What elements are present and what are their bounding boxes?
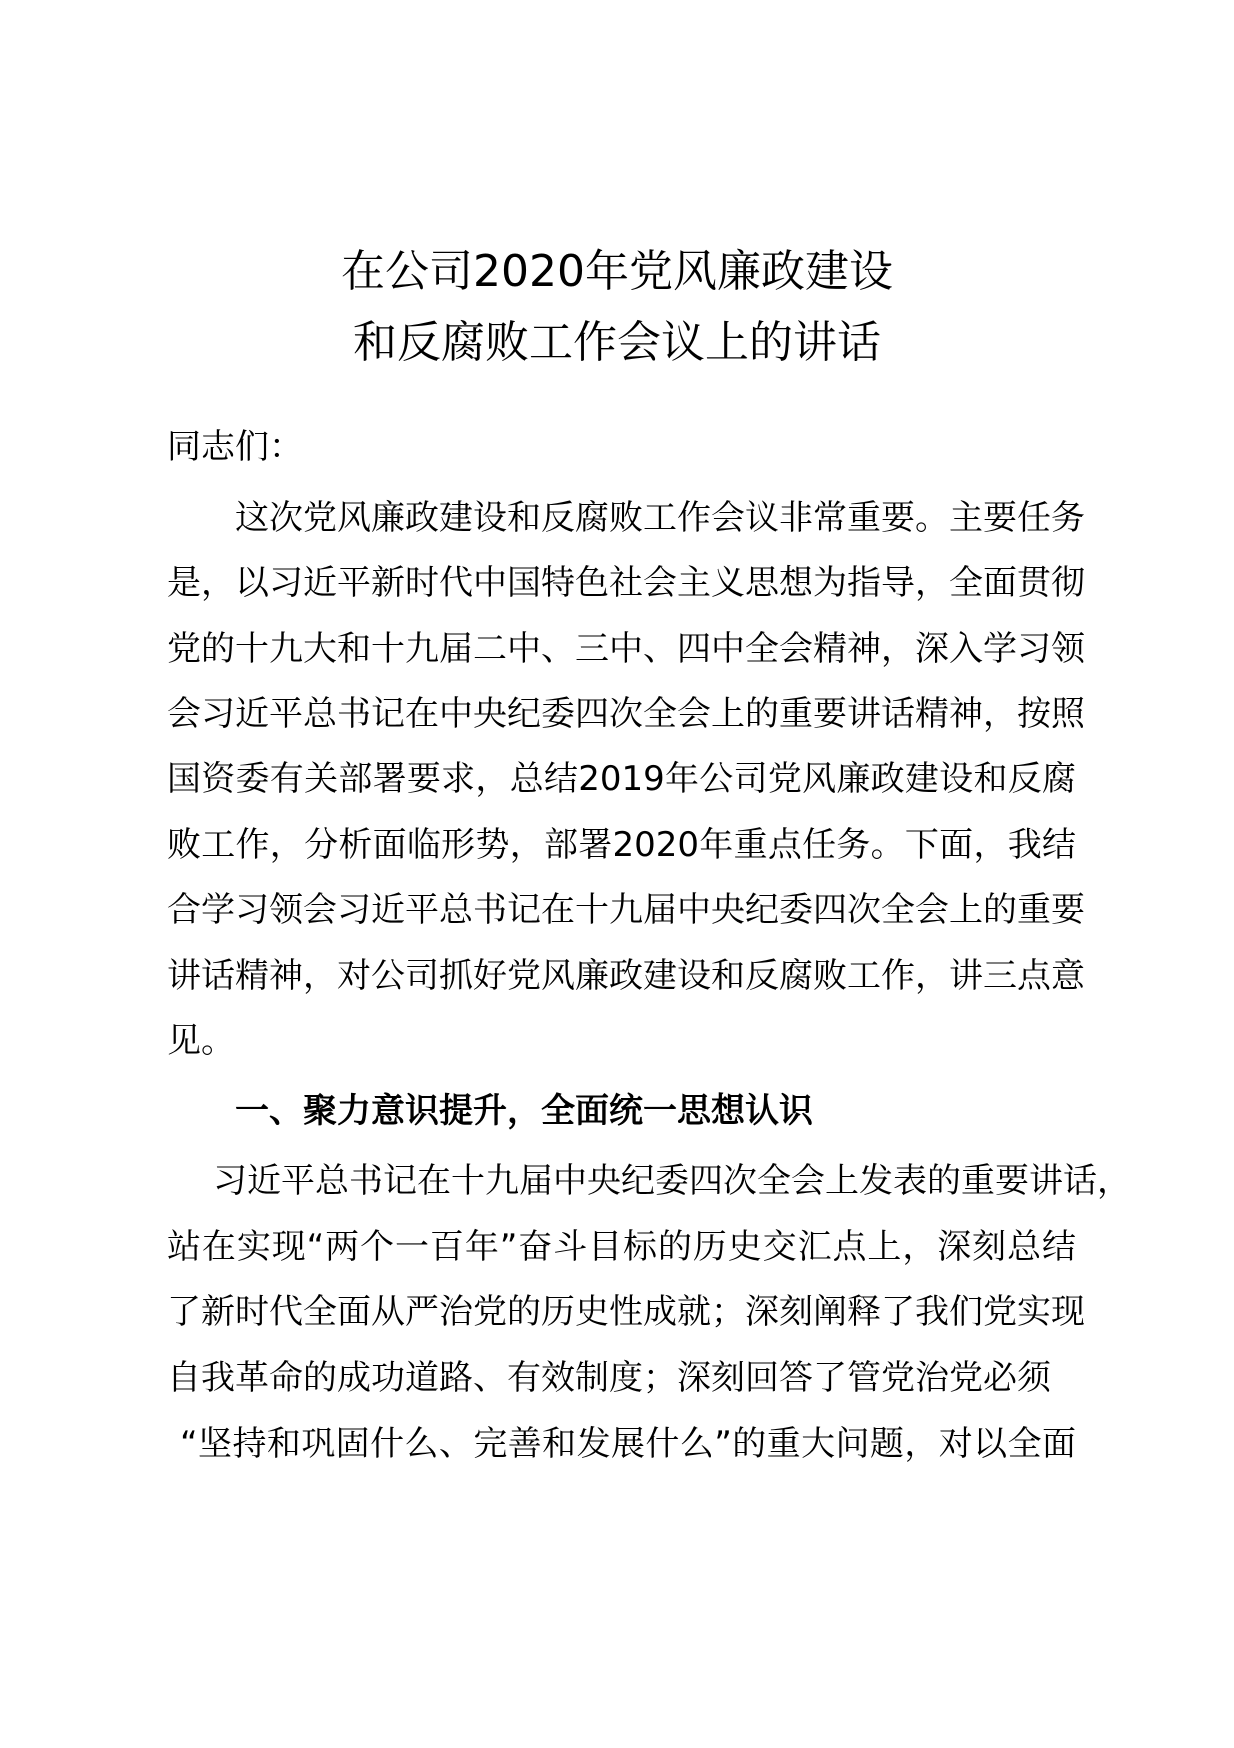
paragraph-line: 了新时代全面从严治党的历史性成就；深刻阐释了我们党实现	[167, 1292, 1085, 1332]
paragraph-line: 党的十九大和十九届二中、三中、四中全会精神，深入学习领	[167, 629, 1085, 669]
paragraph-line: 败工作，分析面临形势，部署2020年重点任务。下面，我结	[167, 825, 1076, 865]
paragraph-line: “坚持和巩固什么、完善和发展什么”的重大问题，对以全面	[180, 1424, 1076, 1464]
title-line-2: 和反腐败工作会议上的讲话	[353, 317, 881, 368]
title-line-1: 在公司2020年党风廉政建设	[341, 246, 893, 297]
section-heading: 一、聚力意识提升，全面统一思想认识	[235, 1091, 813, 1131]
paragraph-line: 站在实现“两个一百年”奋斗目标的历史交汇点上，深刻总结	[167, 1227, 1076, 1267]
paragraph-line: 合学习领会习近平总书记在十九届中央纪委四次全会上的重要	[167, 890, 1085, 930]
paragraph-line: 国资委有关部署要求，总结2019年公司党风廉政建设和反腐	[167, 759, 1076, 799]
salutation: 同志们：	[167, 427, 303, 467]
paragraph-line: 这次党风廉政建设和反腐败工作会议非常重要。主要任务	[235, 498, 1085, 538]
paragraph-line: 讲话精神，对公司抓好党风廉政建设和反腐败工作，讲三点意	[167, 956, 1085, 996]
paragraph-line: 见。	[167, 1021, 235, 1061]
paragraph-line: 是，以习近平新时代中国特色社会主义思想为指导，全面贯彻	[167, 563, 1085, 603]
paragraph-line: 会习近平总书记在中央纪委四次全会上的重要讲话精神，按照	[167, 694, 1085, 734]
paragraph-line: 自我革命的成功道路、有效制度；深刻回答了管党治党必须	[167, 1358, 1051, 1398]
paragraph-line: 习近平总书记在十九届中央纪委四次全会上发表的重要讲话，	[213, 1161, 1131, 1201]
